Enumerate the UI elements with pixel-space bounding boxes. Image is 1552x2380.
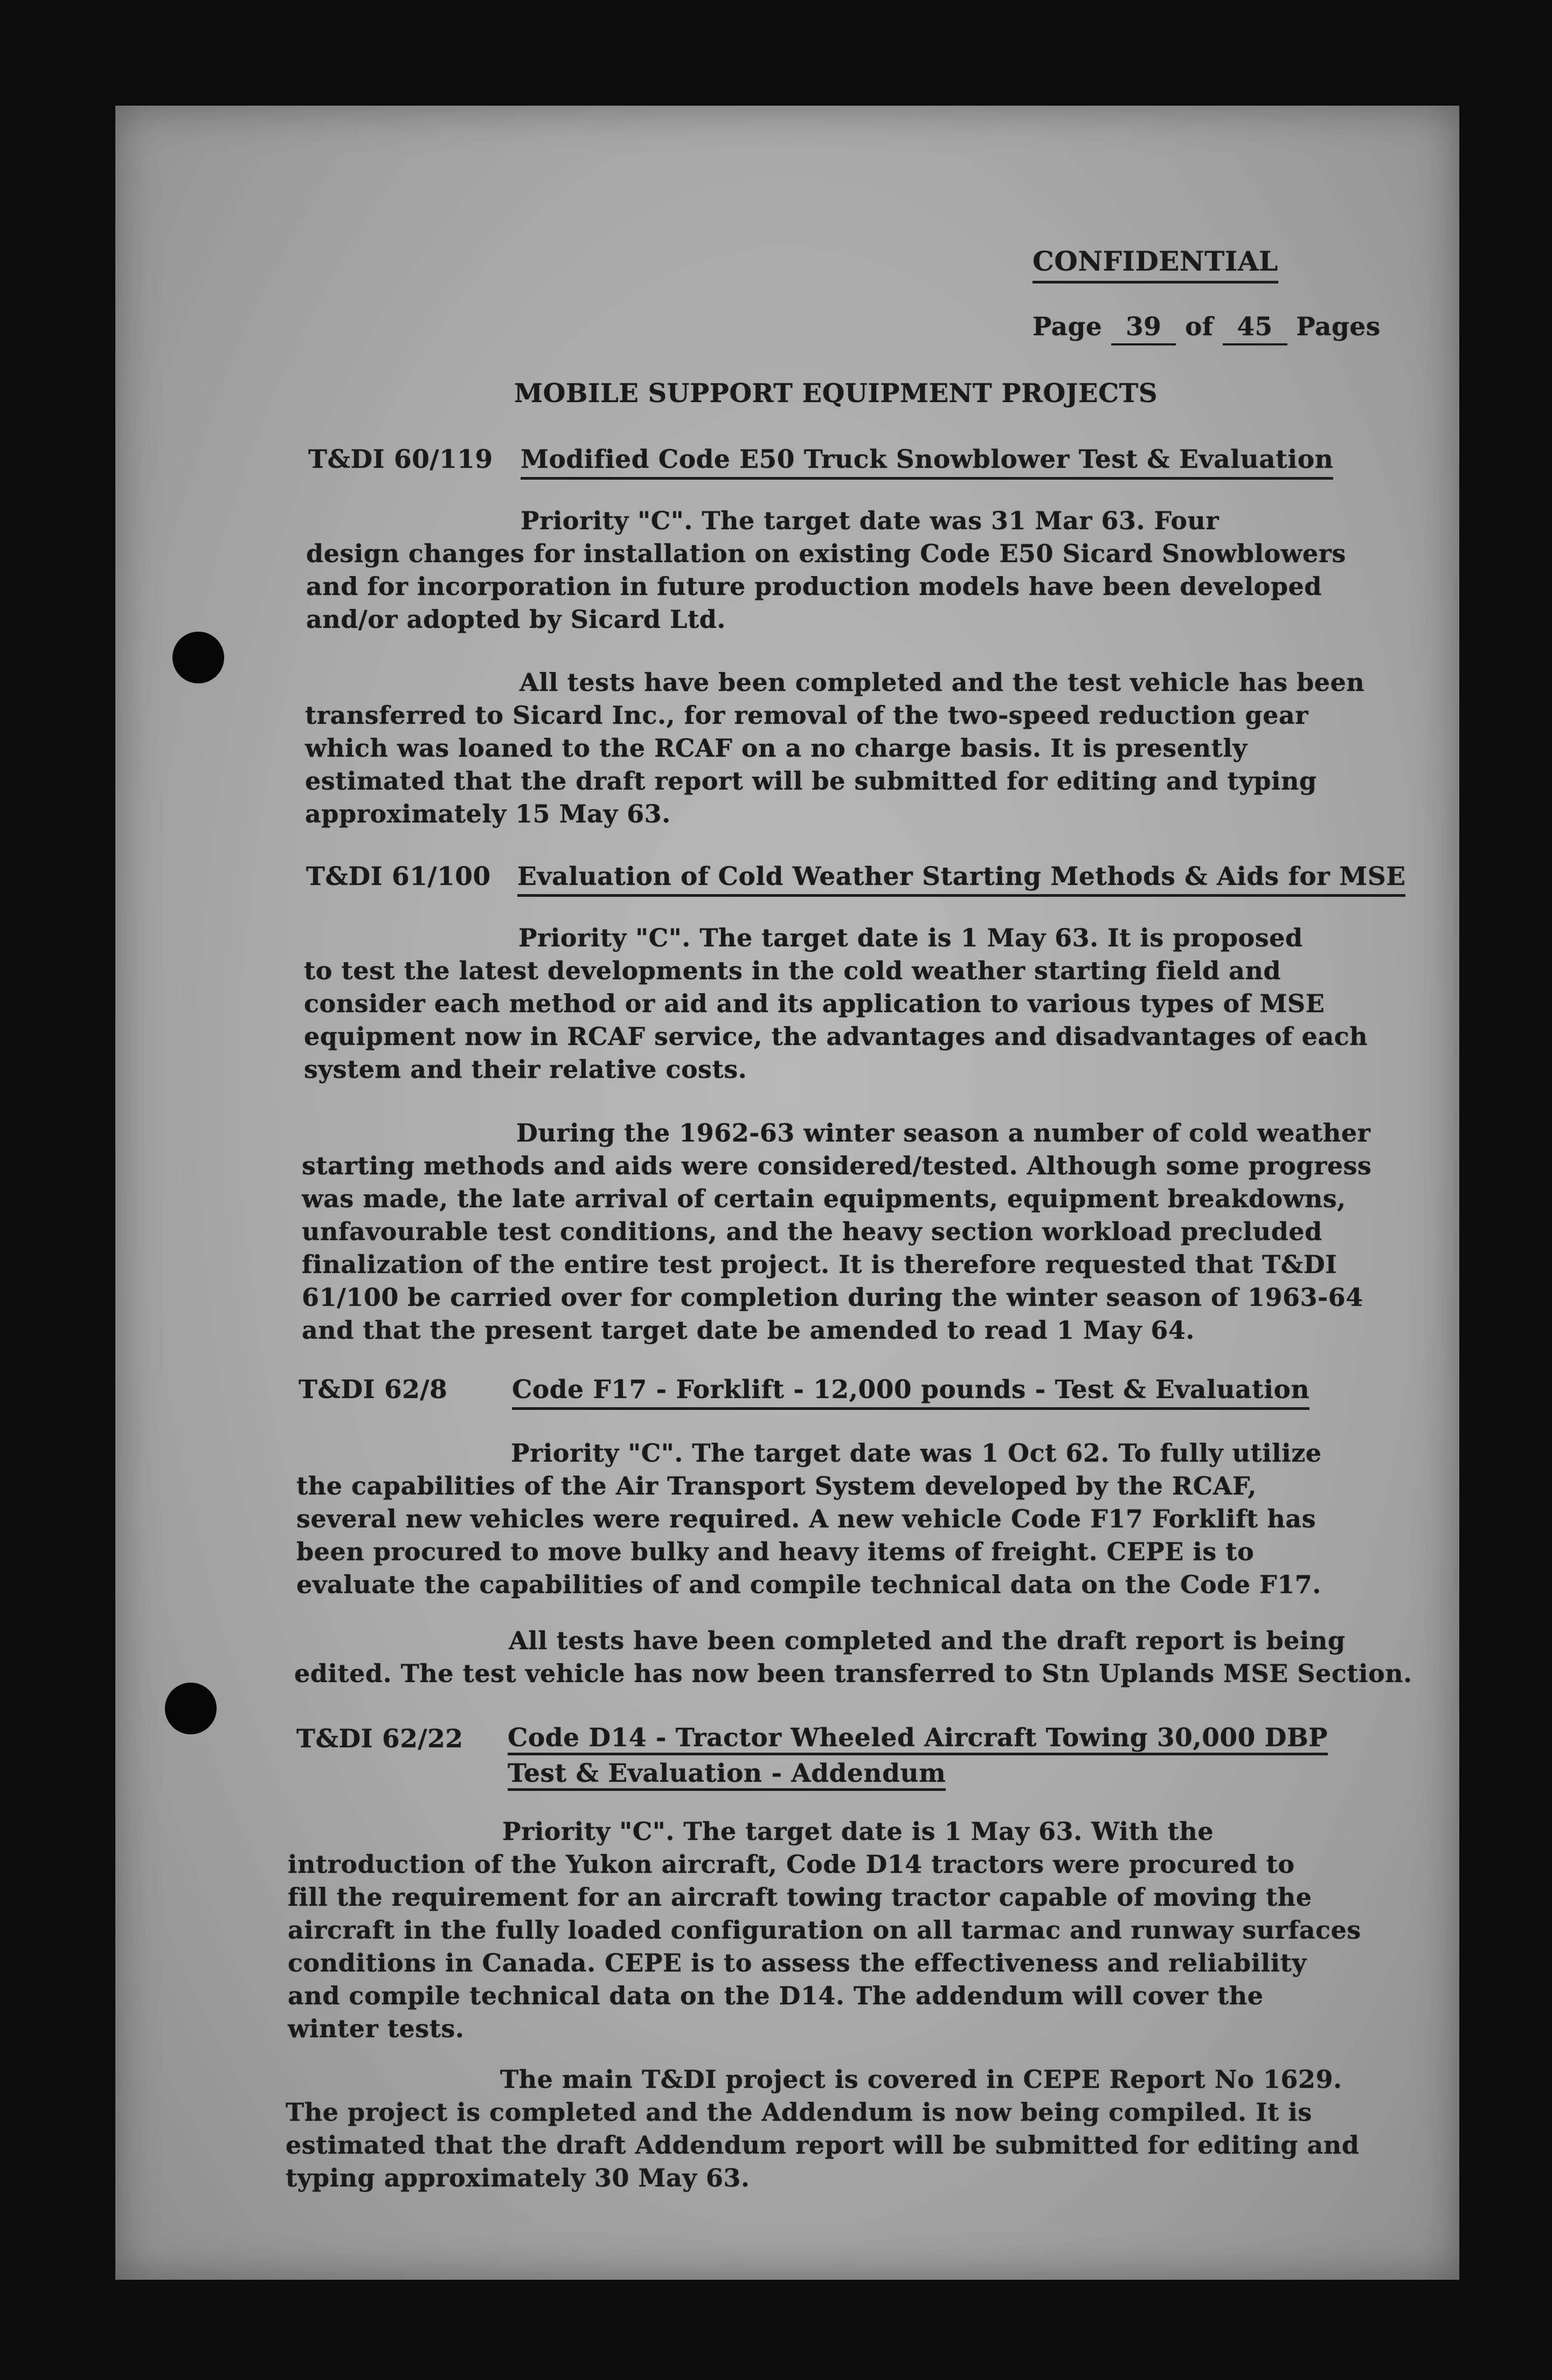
project-title-line: Test & Evaluation - Addendum [508,1759,946,1791]
project-code: T&DI 60/119 [308,445,493,474]
paragraph-line: been procured to move bulky and heavy items of freight. CEPE is to [296,1537,1255,1566]
paragraph-line: introduction of the Yukon aircraft, Code D14 tractors were procured to [288,1850,1295,1879]
paragraph-line: and that the present target date be amended to read 1 May 64. [302,1316,1195,1345]
page-word: Page [1033,312,1103,342]
paragraph-line: was made, the late arrival of certain equipments, equipment breakdowns, [302,1184,1346,1213]
project-title: Modified Code E50 Truck Snowblower Test & Evaluation [521,443,1333,480]
project-code: T&DI 62/8 [299,1375,448,1405]
project-paragraph [288,1815,1361,2045]
paragraph-line: aircraft in the fully loaded configuration on all tarmac and runway surfaces [288,1915,1361,1945]
paragraph-line: the capabilities of the Air Transport System developed by the RCAF, [296,1471,1257,1500]
paragraph-line: edited. The test vehicle has now been transferred to Stn Uplands MSE Section. [294,1659,1412,1688]
paragraph-line: The main T&DI project is covered in CEPE Report No 1629. [500,2065,1342,2094]
paragraph-line: finalization of the entire test project. It is therefore requested that T&DI [302,1250,1338,1279]
project-title [508,1720,1328,1791]
paragraph-line: typing approximately 30 May 63. [286,2163,750,2192]
project-paragraph [286,2063,1359,2195]
paragraph-line: consider each method or aid and its application to various types of MSE [304,989,1325,1018]
paragraph-line: which was loaned to the RCAF on a no charge basis. It is presently [305,734,1248,763]
paragraph-line: system and their relative costs. [304,1055,747,1084]
project-paragraph [306,504,1346,636]
project-title: Code F17 - Forklift - 12,000 pounds - Test & Evaluation [512,1373,1310,1410]
project-paragraph [296,1437,1322,1601]
of-word: of [1185,312,1214,342]
page-number: 39 [1111,310,1176,345]
paragraph-line: During the 1962-63 winter season a number of cold weather [516,1118,1371,1147]
total-pages: 45 [1223,310,1287,345]
paragraph-line: All tests have been completed and the draft report is being [509,1626,1346,1655]
paragraph-line: estimated that the draft Addendum report will be submitted for editing and [286,2130,1360,2160]
classification-label: CONFIDENTIAL [1033,245,1278,283]
paragraph-line: Priority "C". The target date was 31 Mar 63. Four [521,506,1220,535]
paragraph-line: approximately 15 May 63. [305,799,671,828]
document-sheet [115,106,1459,2280]
project-paragraph [302,1117,1371,1347]
paragraph-line: unfavourable test conditions, and the heavy section workload precluded [302,1217,1322,1246]
paragraph-line: and/or adopted by Sicard Ltd. [306,605,726,634]
project-paragraph [305,666,1364,831]
paragraph-line: estimated that the draft report will be submitted for editing and typing [305,766,1317,795]
paragraph-line: transferred to Sicard Inc., for removal of the two-speed reduction gear [305,701,1308,730]
project-paragraph [304,922,1368,1086]
paragraph-line: to test the latest developments in the cold weather starting field and [304,956,1281,985]
page-number-line [1033,310,1381,345]
paragraph-line: Priority "C". The target date is 1 May 63. It is proposed [518,923,1303,952]
paragraph-line: Priority "C". The target date is 1 May 63. With the [502,1817,1214,1846]
paragraph-line: starting methods and aids were considered/tested. Although some progress [302,1151,1372,1180]
paragraph-line: design changes for installation on existing Code E50 Sicard Snowblowers [306,539,1346,568]
paragraph-line: The project is completed and the Addendum is now being compiled. It is [286,2098,1312,2127]
paragraph-line: and for incorporation in future production models have been developed [306,572,1322,601]
pages-word: Pages [1296,312,1381,342]
paragraph-line: fill the requirement for an aircraft towing tractor capable of moving the [288,1883,1312,1912]
paragraph-line: All tests have been completed and the test vehicle has been [519,668,1365,697]
project-paragraph [294,1624,1412,1690]
paragraph-line: conditions in Canada. CEPE is to assess the effectiveness and reliability [288,1948,1307,1977]
paragraph-line: winter tests. [288,2014,465,2043]
punch-hole-upper [172,632,224,683]
paragraph-line: evaluate the capabilities of and compile technical data on the Code F17. [296,1570,1321,1599]
paragraph-line: and compile technical data on the D14. The addendum will cover the [288,1981,1264,2010]
paragraph-line: 61/100 be carried over for completion during the winter season of 1963-64 [302,1283,1363,1312]
section-title: MOBILE SUPPORT EQUIPMENT PROJECTS [514,378,1158,409]
paragraph-line: Priority "C". The target date was 1 Oct 62. To fully utilize [511,1438,1322,1468]
paragraph-line: equipment now in RCAF service, the advantages and disadvantages of each [304,1022,1368,1051]
project-title: Evaluation of Cold Weather Starting Methods & Aids for MSE [517,860,1405,897]
project-code: T&DI 62/22 [296,1724,463,1754]
project-title-line: Code D14 - Tractor Wheeled Aircraft Towing 30,000 DBP [508,1723,1328,1755]
paragraph-line: several new vehicles were required. A new vehicle Code F17 Forklift has [296,1504,1316,1533]
project-code: T&DI 61/100 [306,862,491,891]
punch-hole-lower [165,1683,217,1734]
